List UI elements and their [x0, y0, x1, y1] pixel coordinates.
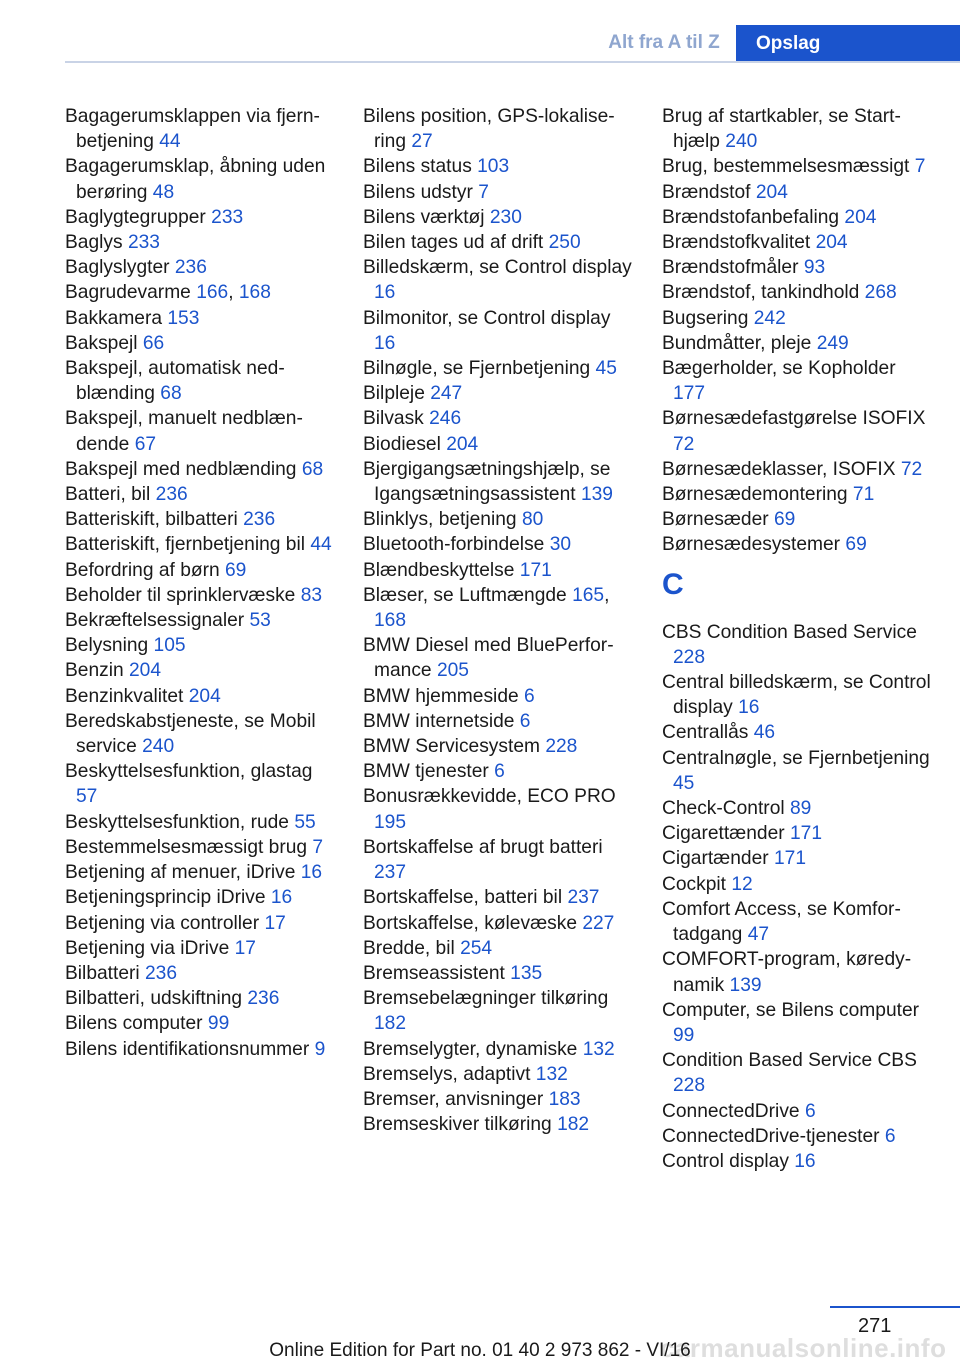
index-column-2	[363, 104, 635, 1137]
index-entry-text: Bakspejl	[65, 332, 138, 354]
index-entry	[65, 205, 337, 230]
index-entry-text: Cockpit	[662, 873, 726, 895]
index-entry	[65, 457, 337, 482]
page-link[interactable]: 6	[524, 685, 535, 707]
page-link[interactable]: 236	[155, 484, 188, 506]
index-entry-text: Bakspejl, manuelt nedblændende	[65, 408, 303, 455]
index-entry	[662, 255, 932, 280]
index-entry	[65, 583, 337, 608]
page-link[interactable]: 204	[815, 232, 848, 254]
page-link[interactable]: 168	[238, 282, 271, 304]
page-link[interactable]: 80	[521, 509, 544, 531]
page-link[interactable]: 7	[478, 181, 489, 203]
page-link[interactable]: 132	[582, 1038, 615, 1060]
index-entry	[363, 1037, 635, 1062]
page-link[interactable]: 171	[790, 823, 823, 845]
index-entry	[662, 180, 932, 205]
index-entry-text: Bonusrækkevidde, ECO PRO	[363, 786, 616, 808]
index-entry-text: Bagagerumsklap, åbning uden berøring	[65, 156, 326, 203]
index-entry	[65, 406, 337, 456]
index-entry-text: BMW Servicesystem	[363, 736, 540, 758]
page-link[interactable]: 153	[167, 307, 200, 329]
page-link[interactable]: 237	[374, 862, 407, 884]
page-link[interactable]: 233	[211, 206, 244, 228]
index-entry	[65, 356, 337, 406]
index-entry	[363, 1062, 635, 1087]
section-tab[interactable]: Alt fra A til Z	[608, 32, 720, 53]
index-entry-text: Brændstofkvalitet	[662, 232, 811, 254]
index-entry-text: Beholder til sprinklervæske	[65, 584, 296, 606]
index-entry-text: Bremsebelægninger tilkøring	[363, 988, 609, 1010]
index-entry-text: BMW Diesel med BluePerformance	[363, 635, 614, 682]
index-entry-text: Centralnøgle, se Fjernbetjening	[662, 747, 930, 769]
index-entry	[65, 835, 337, 860]
index-entry-text: Bilens identifikationsnummer	[65, 1038, 310, 1060]
page-link[interactable]: 254	[460, 937, 493, 959]
index-entry	[662, 154, 932, 179]
index-entry-text: Belysning	[65, 635, 149, 657]
index-entry	[65, 306, 337, 331]
index-entry	[363, 1112, 635, 1137]
index-entry-text: Blæser, se Luftmængde	[363, 584, 567, 606]
page-link[interactable]: 250	[548, 232, 581, 254]
header-rule	[65, 61, 960, 63]
index-entry	[65, 810, 337, 835]
page-link[interactable]: 6	[884, 1125, 896, 1147]
index-entry	[662, 821, 932, 846]
index-entry-text: BMW internetside	[363, 710, 515, 732]
footer-edition: Online Edition for Part no. 01 40 2 973 862 - VI/16	[269, 1340, 691, 1361]
page-link[interactable]: 17	[264, 912, 286, 934]
index-entry	[363, 205, 635, 230]
index-entry-text: Børnesædefastgørelse ISOFIX	[662, 408, 926, 430]
watermark-logo: carmanualsonline.info	[660, 1333, 947, 1363]
page-link[interactable]: 230	[489, 206, 522, 228]
index-entry	[363, 986, 635, 1036]
page-link[interactable]: 44	[310, 534, 332, 556]
index-entry	[662, 230, 932, 255]
index-entry-text: Baglygtegrupper	[65, 206, 206, 228]
index-entry-text: Bilbatteri	[65, 962, 140, 984]
index-entry	[662, 205, 932, 230]
page-link[interactable]: 16	[374, 282, 396, 304]
page-link[interactable]: 83	[300, 584, 323, 606]
index-entry-text: BMW hjemmeside	[363, 685, 519, 707]
index-entry-text: Cigarettænder	[662, 823, 785, 845]
index-entry	[662, 720, 932, 745]
index-entry	[65, 230, 337, 255]
index-entry-text: Betjening via controller	[65, 912, 260, 934]
page-link[interactable]: 55	[294, 811, 316, 833]
index-entry-text: Bundmåtter, pleje	[662, 332, 812, 354]
page-link[interactable]: 16	[794, 1150, 816, 1172]
page-link[interactable]: 71	[852, 484, 875, 506]
index-entry	[65, 709, 337, 759]
index-entry	[662, 746, 932, 796]
page-link[interactable]: 45	[673, 772, 695, 794]
index-entry-text: Bakkamera	[65, 307, 163, 329]
page-link[interactable]: 9	[314, 1038, 326, 1060]
index-entry-text: Bilen tages ud af drift	[363, 232, 544, 254]
index-entry-text: Brændstof	[662, 181, 751, 203]
page-link[interactable]: 30	[549, 534, 572, 556]
index-entry-text: Bestemmelsesmæssigt brug	[65, 836, 308, 858]
index-entry-text: Batteriskift, fjernbetjening bil	[65, 534, 305, 556]
index-entry	[363, 507, 635, 532]
index-entry	[363, 532, 635, 557]
index-entry	[363, 381, 635, 406]
page-link[interactable]: 204	[129, 660, 162, 682]
page-link[interactable]: 249	[816, 332, 849, 354]
index-entry-text: Bortskaffelse, batteri bil	[363, 887, 563, 909]
active-tab[interactable]: Opslag	[736, 25, 960, 62]
index-entry	[363, 709, 635, 734]
index-entry-text: Biodiesel	[363, 433, 441, 455]
index-entry-text: Bremser, anvisninger	[363, 1088, 544, 1110]
page-link[interactable]: 139	[729, 974, 762, 996]
index-entry-text: Brug af startkabler, se Starthjælp	[662, 106, 901, 153]
page-link[interactable]: 103	[477, 156, 510, 178]
index-entry	[662, 1099, 932, 1124]
page-link[interactable]: 177	[673, 383, 706, 405]
index-entry	[662, 482, 932, 507]
index-entry-text: Bilens computer	[65, 1013, 203, 1035]
page-link[interactable]: 195	[374, 811, 407, 833]
index-entry	[363, 180, 635, 205]
page-link[interactable]: 67	[134, 433, 157, 455]
page-link[interactable]: 204	[844, 206, 877, 228]
index-entry-text: Bortskaffelse, kølevæske	[363, 912, 577, 934]
index-entry	[363, 154, 635, 179]
index-entry-text: Børnesæder	[662, 509, 769, 531]
page-link[interactable]: 48	[152, 181, 175, 203]
index-entry-text: Benzinkvalitet	[65, 685, 184, 707]
page-link[interactable]: 93	[803, 257, 826, 279]
index-entry	[662, 846, 932, 871]
index-entry	[363, 1087, 635, 1112]
index-entry-text: Central billedskærm, se Control display	[662, 672, 931, 719]
page-link[interactable]: 236	[243, 509, 276, 531]
index-entry	[363, 835, 635, 885]
index-entry-text: Condition Based Service CBS	[662, 1050, 917, 1072]
page-link[interactable]: 66	[142, 332, 165, 354]
page-link[interactable]: 233	[127, 232, 160, 254]
index-entry	[363, 457, 635, 507]
index-entry-text: Bekræftelsessignaler	[65, 610, 245, 632]
index-entry	[662, 306, 932, 331]
page-link[interactable]: 168	[374, 610, 407, 632]
index-entry-text: Bagrudevarme	[65, 282, 191, 304]
page-link[interactable]: 89	[789, 798, 812, 820]
page-link[interactable]: 16	[270, 887, 293, 909]
index-entry	[363, 306, 635, 356]
index-entry-text: Blinklys, betjening	[363, 509, 517, 531]
page-link[interactable]: 69	[225, 559, 247, 581]
page-link[interactable]: 247	[430, 383, 463, 405]
index-entry-text: Blændbeskyttelse	[363, 559, 515, 581]
index-entry-text: Baglys	[65, 232, 123, 254]
page-link[interactable]: 16	[738, 697, 760, 719]
page-link[interactable]: 246	[429, 408, 462, 430]
page-link[interactable]: 236	[247, 988, 280, 1010]
index-entry-text: ConnectedDrive-tjenester	[662, 1125, 880, 1147]
index-entry-text: Bilens udstyr	[363, 181, 473, 203]
index-entry	[662, 532, 932, 557]
index-entry	[662, 670, 932, 720]
index-entry-text: Betjeningsprincip iDrive	[65, 887, 266, 909]
index-entry	[662, 872, 932, 897]
index-entry-text: Bilens værktøj	[363, 206, 485, 228]
page-link[interactable]: 204	[755, 181, 788, 203]
index-entry-text: Bilvask	[363, 408, 424, 430]
index-entry-text: Centrallås	[662, 722, 749, 744]
page-link[interactable]: 237	[567, 887, 600, 909]
page-link[interactable]: 6	[804, 1100, 816, 1122]
index-entry-text: Batteri, bil	[65, 484, 151, 506]
index-entry-text: Bakspejl med nedblænding	[65, 458, 297, 480]
page-link[interactable]: 240	[142, 736, 175, 758]
index-entry-text: CBS Condition Based Service	[662, 621, 917, 643]
index-entry	[65, 154, 337, 204]
index-entry	[363, 734, 635, 759]
index-entry	[65, 1037, 337, 1062]
index-entry-text: Bilens position, GPS-lokalisering	[363, 106, 615, 153]
index-entry	[65, 532, 337, 557]
page-link[interactable]: 7	[312, 836, 324, 858]
index-entry	[662, 796, 932, 821]
index-entry-text: Bluetooth-forbindelse	[363, 534, 545, 556]
index-entry	[65, 658, 337, 683]
index-entry-text: Billedskærm, se Control display	[363, 257, 632, 279]
page-link[interactable]: 105	[153, 635, 186, 657]
index-entry-text: Cigartænder	[662, 848, 769, 870]
page-number: 271	[858, 1315, 892, 1337]
index-entry-text: Brændstofanbefaling	[662, 206, 840, 228]
page-link[interactable]: 183	[548, 1088, 581, 1110]
index-entry	[662, 620, 932, 670]
page-link[interactable]: 135	[510, 962, 543, 984]
index-entry	[662, 1149, 932, 1174]
page-link[interactable]: 45	[595, 358, 617, 380]
page-link[interactable]: 99	[207, 1013, 230, 1035]
page-link[interactable]: 171	[774, 848, 807, 870]
page-link[interactable]: 228	[673, 1075, 706, 1097]
index-entry-text: Bilbatteri, udskiftning	[65, 988, 243, 1010]
index-entry	[65, 255, 337, 280]
index-entry-text: Beskyttelsesfunktion, glastag	[65, 761, 313, 783]
index-column-3	[662, 104, 932, 1174]
index-entry	[662, 457, 932, 482]
index-entry	[662, 897, 932, 947]
index-column-1	[65, 104, 337, 1062]
page-link[interactable]: 72	[673, 433, 695, 455]
index-entry-text: COMFORT-program, køredynamik	[662, 949, 912, 996]
index-entry	[662, 998, 932, 1048]
page-link[interactable]: 44	[159, 131, 181, 153]
index-entry-text: Bilmonitor, se Control display	[363, 307, 611, 329]
page-link[interactable]: 228	[545, 736, 578, 758]
index-entry-text: Benzin	[65, 660, 124, 682]
page-link[interactable]: 132	[535, 1063, 568, 1085]
index-entry-text: Computer, se Bilens computer	[662, 999, 920, 1021]
index-entry-text: Bremselys, adaptivt	[363, 1063, 531, 1085]
page-link[interactable]: 6	[494, 761, 505, 783]
index-entry	[65, 558, 337, 583]
index-entry	[363, 961, 635, 986]
index-entry-text: Betjening via iDrive	[65, 937, 230, 959]
index-entry	[662, 104, 932, 154]
page-link[interactable]: 46	[753, 722, 776, 744]
index-entry	[65, 911, 337, 936]
index-entry-text: Batteriskift, bilbatteri	[65, 509, 238, 531]
index-entry-text: Check-Control	[662, 798, 785, 820]
index-entry	[363, 911, 635, 936]
index-entry-text: Bjergigangsætningshjælp, se Igangsætningsassistent	[363, 458, 611, 506]
index-entry	[363, 885, 635, 910]
index-entry	[363, 558, 635, 583]
index-entry	[65, 104, 337, 154]
index-entry-text: Brændstofmåler	[662, 257, 799, 279]
index-entry-text: Bredde, bil	[363, 937, 455, 959]
index-letter-heading: C	[662, 567, 684, 601]
page-link[interactable]: 228	[673, 646, 706, 668]
page-number-rule	[830, 1306, 960, 1308]
index-entry-text: Brændstof, tankindhold	[662, 282, 860, 304]
page-link[interactable]: 204	[446, 433, 479, 455]
index-entry-text: Befordring af børn	[65, 559, 220, 581]
page-link[interactable]: 182	[374, 1013, 407, 1035]
index-entry	[65, 936, 337, 961]
page-link[interactable]: 27	[411, 131, 433, 153]
index-entry	[65, 885, 337, 910]
index-entry	[65, 961, 337, 986]
index-entry-text: Børnesædeklasser, ISOFIX	[662, 458, 896, 480]
index-entry	[662, 406, 932, 456]
index-entry	[662, 356, 932, 406]
index-entry-text: Bægerholder, se Kopholder	[662, 358, 896, 380]
index-entry	[662, 331, 932, 356]
page-link[interactable]: 236	[145, 962, 178, 984]
page-link[interactable]: 53	[249, 610, 271, 632]
index-entry-text: Bremseskiver tilkøring	[363, 1114, 552, 1136]
index-entry	[363, 432, 635, 457]
page-link[interactable]: 47	[747, 924, 770, 946]
index-entry	[662, 1048, 932, 1098]
page-link[interactable]: 268	[864, 282, 897, 304]
index-entry	[65, 986, 337, 1011]
index-entry-text: Bremselygter, dynamiske	[363, 1038, 578, 1060]
index-entry-text: Baglyslygter	[65, 257, 170, 279]
index-entry	[65, 633, 337, 658]
index-entry: Blæser, se Luftmængde 165, 168	[363, 584, 610, 632]
index-entry	[662, 1124, 932, 1149]
page-link[interactable]: 139	[580, 484, 613, 506]
index-entry	[65, 608, 337, 633]
index-entry	[65, 684, 337, 709]
index-entry	[363, 104, 635, 154]
index-entry	[363, 784, 635, 834]
index-entry-text: Comfort Access, se Komfortadgang	[662, 898, 901, 946]
index-entry	[65, 482, 337, 507]
page-link[interactable]: 7	[914, 156, 926, 178]
page-link[interactable]: 16	[300, 862, 323, 884]
page-link[interactable]: 236	[174, 257, 207, 279]
page-link[interactable]: 182	[557, 1114, 590, 1136]
page-link[interactable]: 6	[519, 710, 531, 732]
page-link[interactable]: 57	[76, 786, 98, 808]
index-entry	[65, 331, 337, 356]
index-entry	[65, 507, 337, 532]
index-entry-text: Bakspejl, automatisk nedblænding	[65, 358, 285, 405]
page-link[interactable]: 16	[374, 332, 396, 354]
index-entry: Bagrudevarme 166, 168	[65, 282, 271, 304]
index-entry	[662, 507, 932, 532]
index-entry	[662, 947, 932, 997]
index-entry	[363, 230, 635, 255]
index-entry-text: ConnectedDrive	[662, 1100, 800, 1122]
index-entry-text: Børnesædemontering	[662, 484, 848, 506]
index-entry	[363, 633, 635, 683]
index-entry-text: Beskyttelsesfunktion, rude	[65, 811, 289, 833]
index-entry-text: Betjening af menuer, iDrive	[65, 862, 296, 884]
index-entry-text: Bagagerumsklappen via fjernbetjening	[65, 106, 320, 153]
index-entry	[363, 255, 635, 305]
page-link[interactable]: 204	[188, 685, 221, 707]
index-entry	[363, 759, 635, 784]
page-link[interactable]: 17	[234, 937, 256, 959]
page-link[interactable]: 165	[572, 584, 605, 606]
page-link[interactable]: 68	[160, 383, 182, 405]
index-entry-text: BMW tjenester	[363, 761, 489, 783]
page-link[interactable]: 166	[196, 282, 229, 304]
index-entry-text: Bortskaffelse af brugt batteri	[363, 836, 603, 858]
index-entry-text: Brug, bestemmelsesmæssigt	[662, 156, 910, 178]
index-entry	[65, 860, 337, 885]
index-entry	[662, 280, 932, 305]
index-entry-text: Beredskabstjeneste, se Mobil service	[65, 710, 316, 758]
index-entry	[363, 684, 635, 709]
page-link[interactable]: 68	[301, 458, 324, 480]
index-entry	[363, 356, 635, 381]
page-link[interactable]: 12	[731, 873, 753, 895]
page-link[interactable]: 72	[900, 458, 923, 480]
page-link[interactable]: 99	[673, 1024, 695, 1046]
index-entry-text: Børnesædesystemer	[662, 534, 841, 556]
index-entry-text: Bilnøgle, se Fjernbetjening	[363, 358, 591, 380]
index-entry-text: Bilens status	[363, 156, 472, 178]
page-link[interactable]: 227	[582, 912, 615, 934]
page-link[interactable]: 171	[519, 559, 552, 581]
index-entry-text: Bilpleje	[363, 383, 425, 405]
page-link[interactable]: 240	[725, 131, 758, 153]
index-entry	[65, 759, 337, 809]
page-link[interactable]: 242	[753, 307, 786, 329]
index-entry	[65, 1011, 337, 1036]
page-link[interactable]: 205	[436, 660, 469, 682]
page-link[interactable]: 69	[845, 534, 867, 556]
index-entry	[363, 936, 635, 961]
page-link[interactable]: 69	[773, 509, 796, 531]
index-entry-text: Bugsering	[662, 307, 749, 329]
index-entry	[363, 406, 635, 431]
index-entry-text: Bremseassistent	[363, 962, 505, 984]
index-entry-text: Control display	[662, 1150, 789, 1172]
